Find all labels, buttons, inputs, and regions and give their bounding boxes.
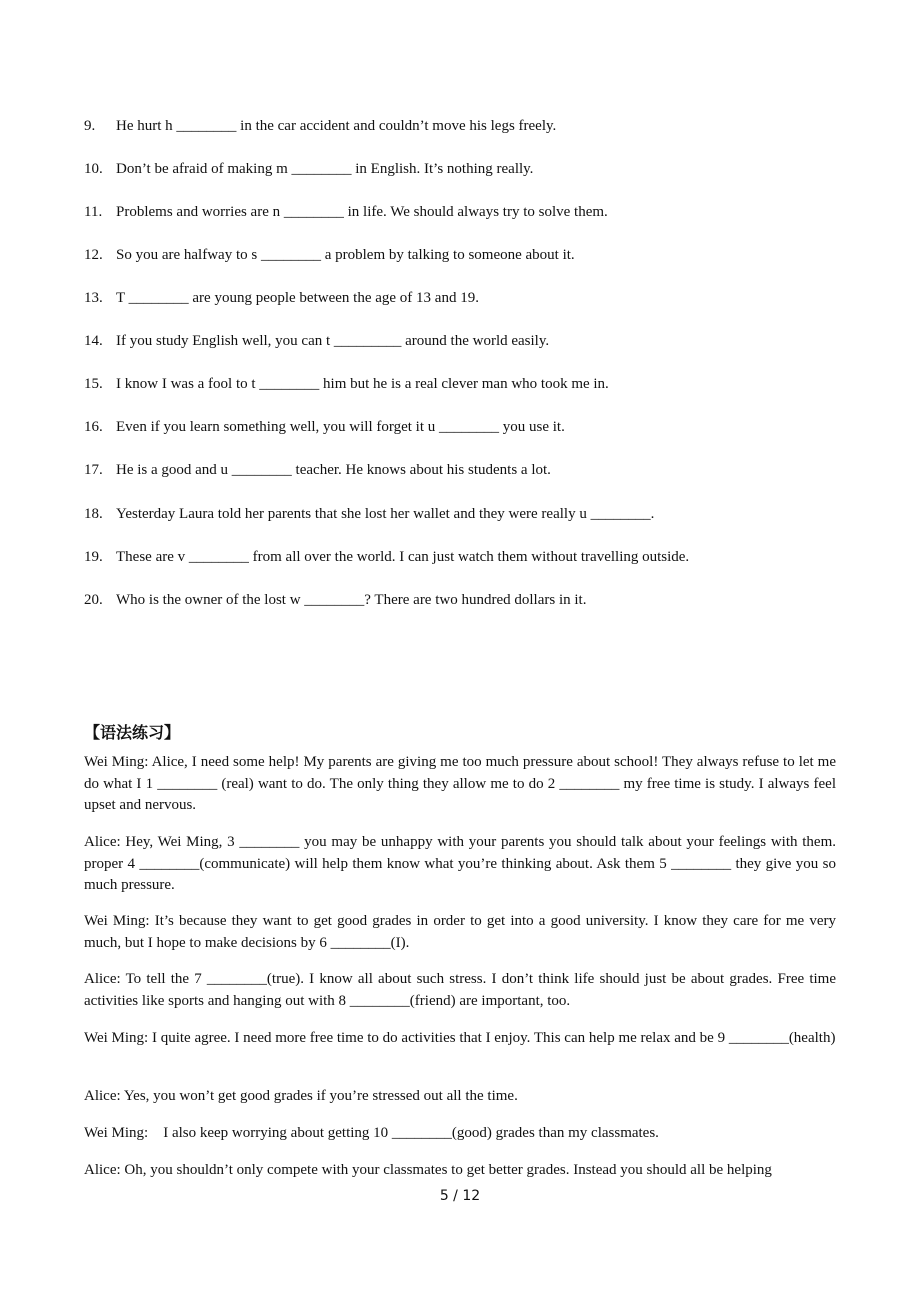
exercise-text: Who is the owner of the lost w ________? There are two hundred dollars in it. [116,592,587,608]
exercise-item [84,548,844,566]
exercise-text: So you are halfway to s ________ a problem by talking to someone about it. [116,247,575,263]
dialog-paragraph: Wei Ming: Alice, I need some help! My parents are giving me too much pressure about school! They always refuse to let me do what I 1 ________ (real) want to do. The only thing they allow me to do 2 ________ my free time is study. I always feel upset and nervous. [84,754,836,813]
dialog-paragraph: Wei Ming: It’s because they want to get good grades in order to get into a good university. I know they care for me very much, but I hope to make decisions by 6 ________(I). [84,913,836,951]
exercise-text: These are v ________ from all over the world. I can just watch them without travelling outside. [116,549,690,565]
exercise-item [84,289,844,307]
exercise-number: 13. [84,290,103,306]
dialog-paragraph: Alice: Yes, you won’t get good grades if you’re stressed out all the time. [84,1088,518,1104]
exercise-text: T ________ are young people between the age of 13 and 19. [116,290,479,306]
exercise-text: Yesterday Laura told her parents that she lost her wallet and they were really u ________. [116,506,655,522]
exercise-text: I know I was a fool to t ________ him but he is a real clever man who took me in. [116,376,609,392]
exercise-number: 14. [84,333,103,349]
exercise-item [84,117,844,135]
exercise-item [84,505,844,523]
exercise-item [84,591,844,609]
dialog-paragraph: Wei Ming: I also keep worrying about getting 10 ________(good) grades than my classmates. [84,1125,659,1141]
exercise-number: 16. [84,419,103,435]
exercise-item [84,332,844,350]
exercise-text: He hurt h ________ in the car accident and couldn’t move his legs freely. [116,118,557,134]
dialog-paragraph: Wei Ming: I quite agree. I need more free time to do activities that I enjoy. This can help me relax and be 9 ________(health) [84,1030,836,1046]
dialog-paragraph: Alice: Hey, Wei Ming, 3 ________ you may be unhappy with your parents you should talk about your feelings with them. proper 4 ________(communicate) will help them know what you’re thinking about. Ask them 5 ________ they give you so much pressure. [84,834,836,893]
exercise-item [84,375,844,393]
exercise-item [84,418,844,436]
exercise-item [84,160,844,178]
exercise-number: 20. [84,592,103,608]
exercise-text: He is a good and u ________ teacher. He knows about his students a lot. [116,462,551,478]
exercise-number: 15. [84,376,103,392]
exercise-number: 10. [84,161,103,177]
exercise-text: Don’t be afraid of making m ________ in English. It’s nothing really. [116,161,534,177]
exercise-number: 11. [84,204,103,220]
exercise-number: 18. [84,506,103,522]
exercise-text: Even if you learn something well, you will forget it u ________ you use it. [116,419,565,435]
section-title: 【语法练习】 [84,723,181,742]
dialog-paragraph: Alice: To tell the 7 ________(true). I know all about such stress. I don’t think life should just be about grades. Free time activities like sports and hanging out with 8 ________(friend) are important, too. [84,971,836,1009]
exercise-number: 12. [84,247,103,263]
exercise-text: Problems and worries are n ________ in life. We should always try to solve them. [116,204,608,220]
exercise-number: 19. [84,549,103,565]
exercise-item [84,203,844,221]
exercise-text: If you study English well, you can t _________ around the world easily. [116,333,550,349]
exercise-number: 9. [84,118,96,134]
dialog-paragraph: Alice: Oh, you shouldn’t only compete with your classmates to get better grades. Instead you should all be helping [84,1162,772,1178]
exercise-number: 17. [84,462,103,478]
page-number: 5 / 12 [439,1188,481,1204]
exercise-item [84,246,844,264]
exercise-item [84,461,844,479]
